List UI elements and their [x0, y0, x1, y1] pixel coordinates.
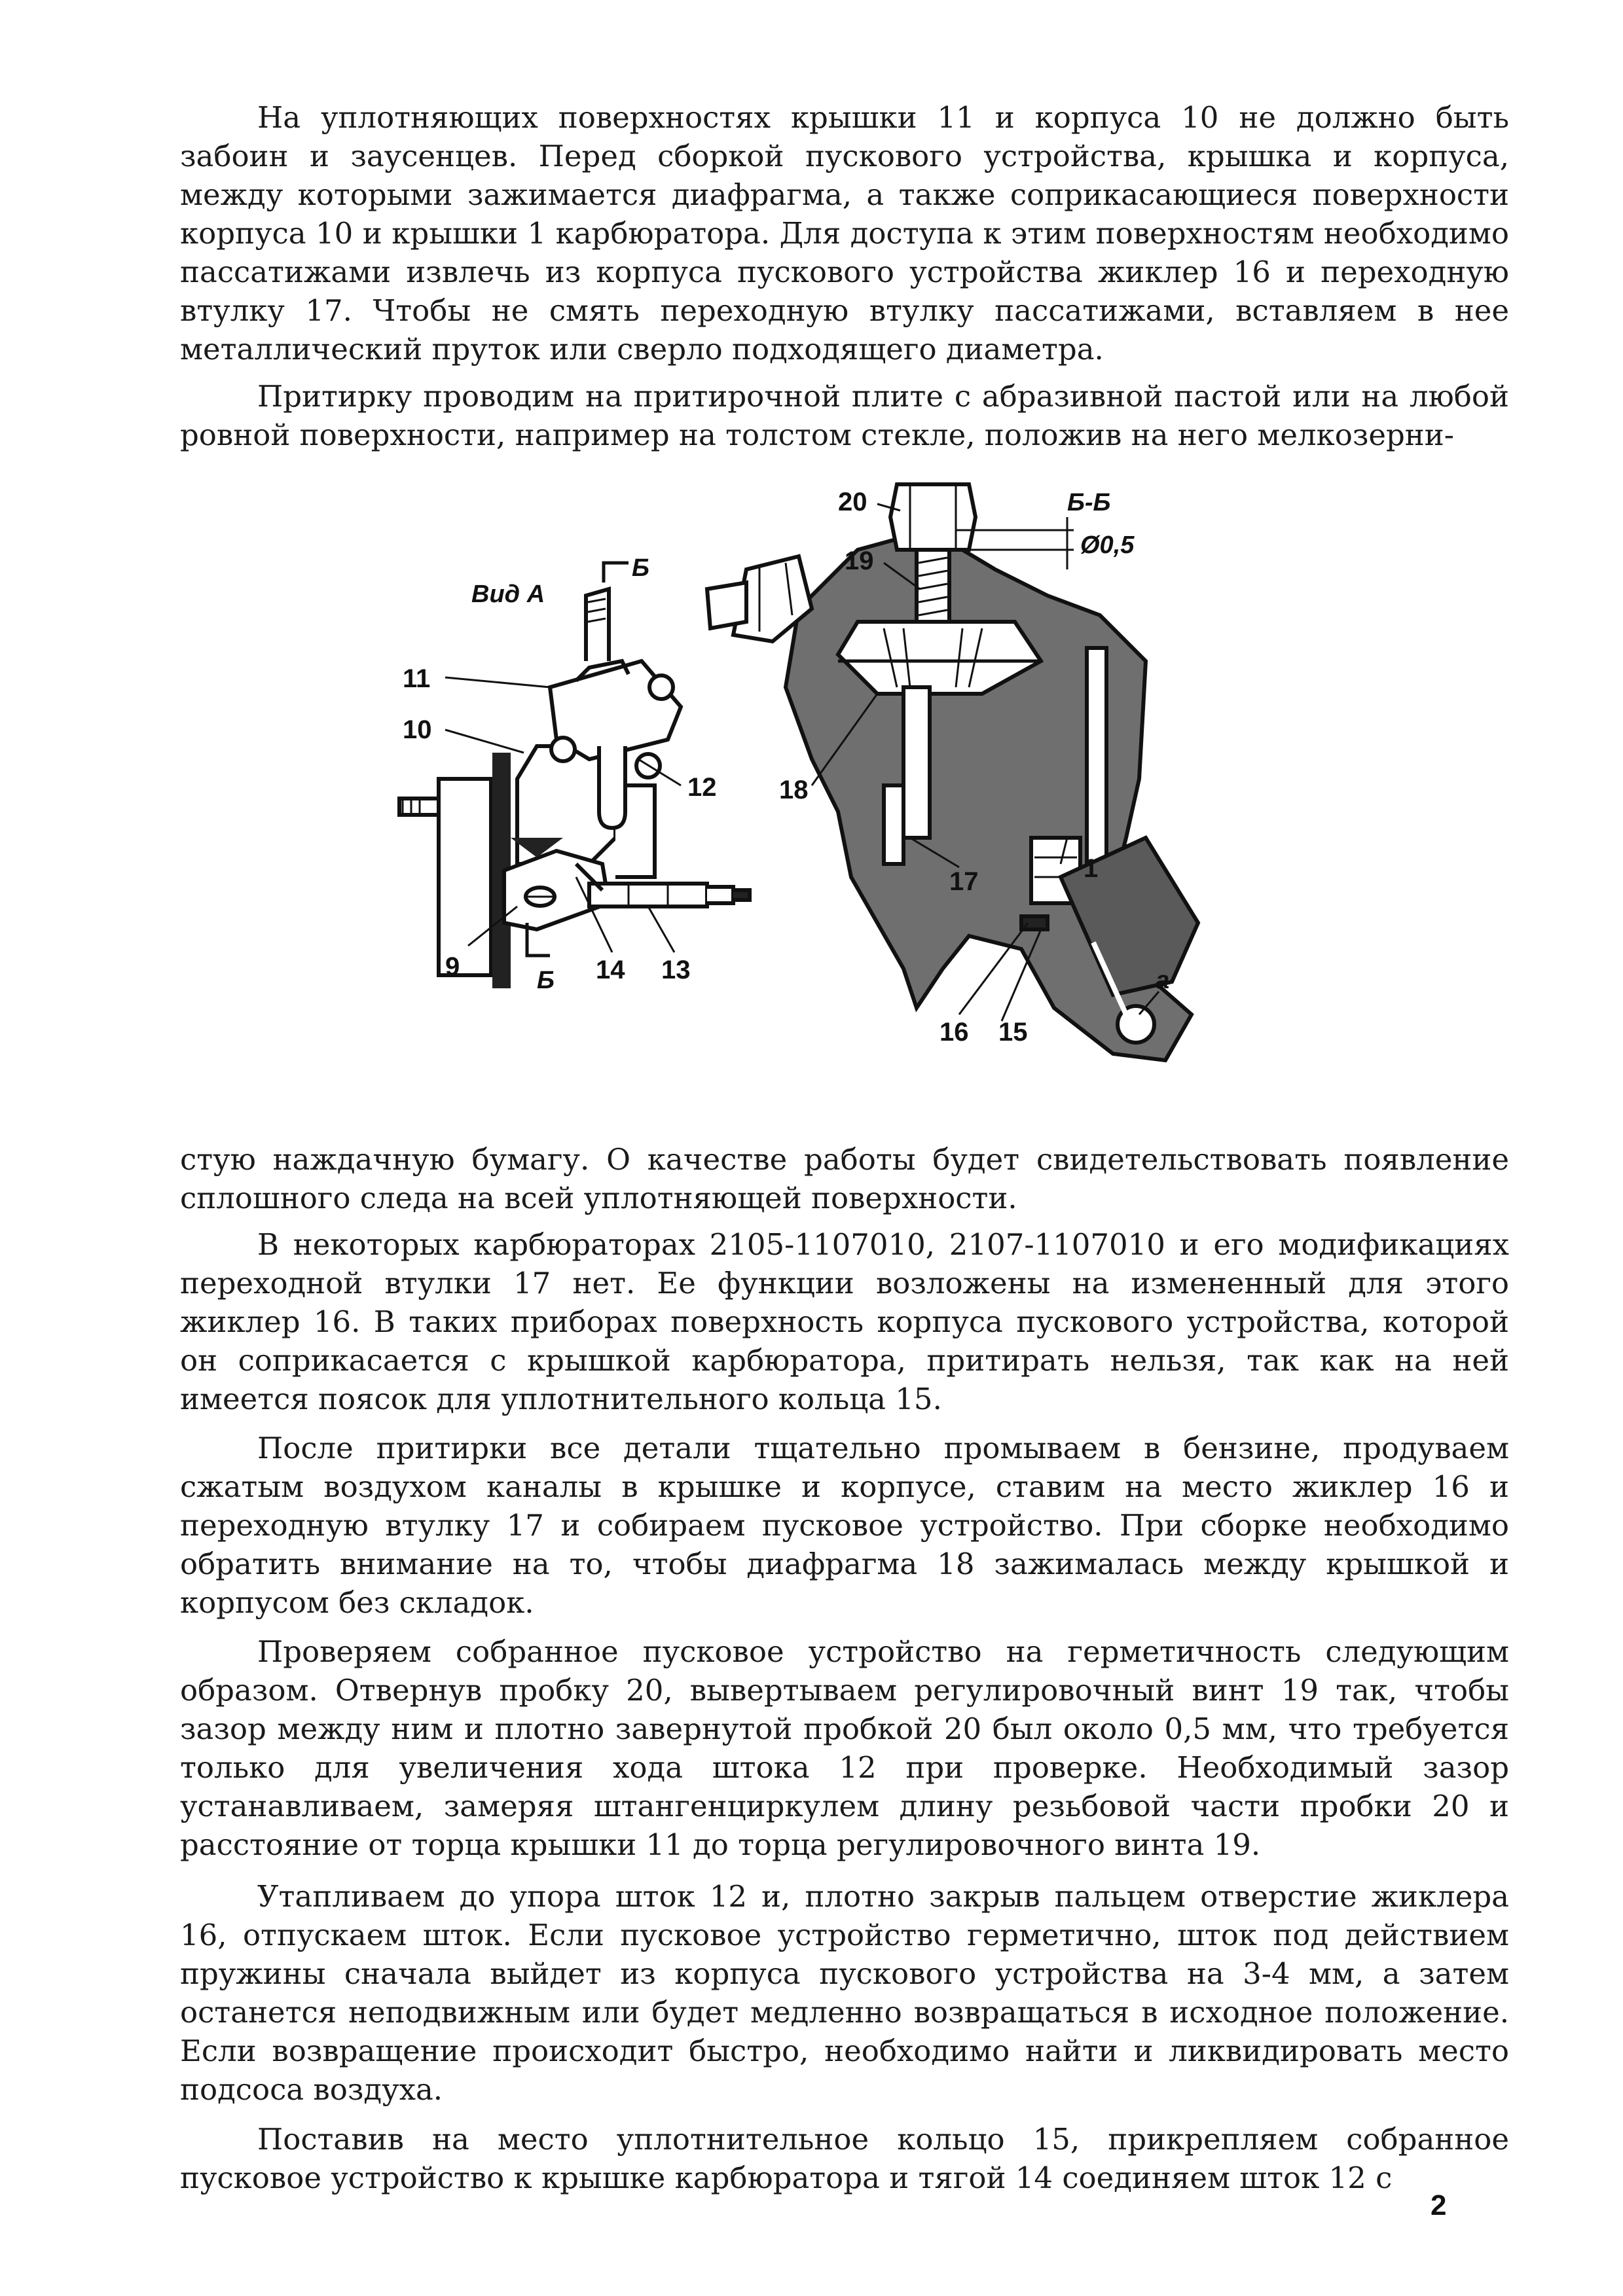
- paragraph-cleaning-assembly: После притирки все детали тщательно промываем в бензине, продуваем сжатым воздухом каналы в крышке и корпусе, ставим на место жиклер 16 и переходную втулку 17 и собираем пусковое устройство. При сборке необходимо обратить внимание на то, чтобы диафрагма 18 зажималась между крышкой и корпусом без складок.: [180, 1431, 1509, 1620]
- callout-14: 14: [596, 956, 625, 984]
- callout-a: а: [1156, 967, 1170, 994]
- section-mark-top: Б: [632, 554, 649, 582]
- section-mark-bottom: Б: [537, 967, 555, 994]
- paragraph-leak-check: Проверяем собранное пусковое устройство на герметичность следующим образом. Отвернув пробку 20, вывертываем регулировочный винт 19 так, чтобы зазор между ним и плотно завернутой пробкой 20 был около 0,5 мм, что требуется только для увеличения хода штока 12 при проверке. Необходимый зазор устанавливаем, замеряя штангенциркулем длину резьбовой части пробки 20 и расстояние от торца крышки 11 до торца регулировочного винта 19.: [180, 1634, 1509, 1862]
- paragraph-rod-test: Утапливаем до упора шток 12 и, плотно закрыв пальцем отверстие жиклера 16, отпускаем шток. Если пусковое устройство герметично, шток под действием пружины сначала выйдет из корпуса пускового устройства на 3-4 мм, а затем останется неподвижным или будет медленно возвращаться в исходное положение. Если возвращение происходит быстро, необходимо найти и ликвидировать место подсоса воздуха.: [180, 1879, 1509, 2107]
- paragraph-installation: Поставив на место уплотнительное кольцо 15, прикрепляем собранное пусковое устройство к крышке карбюратора и тягой 14 соединяем шток 12 с: [180, 2122, 1509, 2195]
- callout-12: 12: [687, 773, 717, 802]
- callout-11: 11: [403, 664, 431, 693]
- section-label: Б-Б: [1067, 489, 1111, 516]
- page-number: 2: [1431, 2189, 1447, 2221]
- callout-9: 9: [445, 952, 460, 981]
- callout-18: 18: [779, 776, 809, 804]
- callout-20: 20: [838, 488, 867, 516]
- view-a-label: Вид А: [471, 581, 545, 608]
- section-b-drawing: [707, 484, 1198, 1060]
- paragraph-sealing-surfaces: На уплотняющих поверхностях крышки 11 и корпуса 10 не должно быть забоин и заусенцев. Перед сборкой пускового устройства, крышка и корпуса, между которыми зажимается диафрагма, а также соприкасающиеся поверхности корпуса 10 и крышки 1 карбюратора. Для доступа к этим поверхностям необходимо пассатижами извлечь из корпуса пускового устройства жиклер 16 и переходную втулку 17. Чтобы не смять переходную втулку пассатижами, вставляем в нее металлический пруток или сверло подходящего диаметра.: [180, 100, 1509, 367]
- callout-10: 10: [403, 715, 432, 744]
- callout-15: 15: [998, 1018, 1028, 1047]
- starting-device-drawing: [340, 471, 1322, 1073]
- callout-19: 19: [845, 547, 874, 575]
- paragraph-carburetor-models: В некоторых карбюраторах 2105-1107010, 2107-1107010 и его модификациях переходной втулки 17 нет. Ее функции возложены на измененный для этого жиклер 16. В таких приборах поверхность корпуса пускового устройства, которой он соприкасается с крышкой карбюратора, притирать нельзя, так как на ней имеется поясок для уплотнительного кольца 15.: [180, 1227, 1509, 1416]
- dimension-value: Ø0,5: [1080, 531, 1135, 559]
- callout-16: 16: [939, 1018, 969, 1047]
- callout-17: 17: [949, 867, 979, 896]
- paragraph-lapping: Притирку проводим на притирочной плите с абразивной пастой или на любой ровной поверхности, например на толстом стекле, положив на него мелкозерни-: [180, 379, 1509, 452]
- paragraph-lapping-continued: стую наждачную бумагу. О качестве работы будет свидетельствовать появление сплошного следа на всей уплотняющей поверхности.: [180, 1142, 1509, 1215]
- callout-1: 1: [1084, 854, 1099, 883]
- starting-device-figure: [340, 471, 1322, 1073]
- callout-13: 13: [661, 956, 691, 984]
